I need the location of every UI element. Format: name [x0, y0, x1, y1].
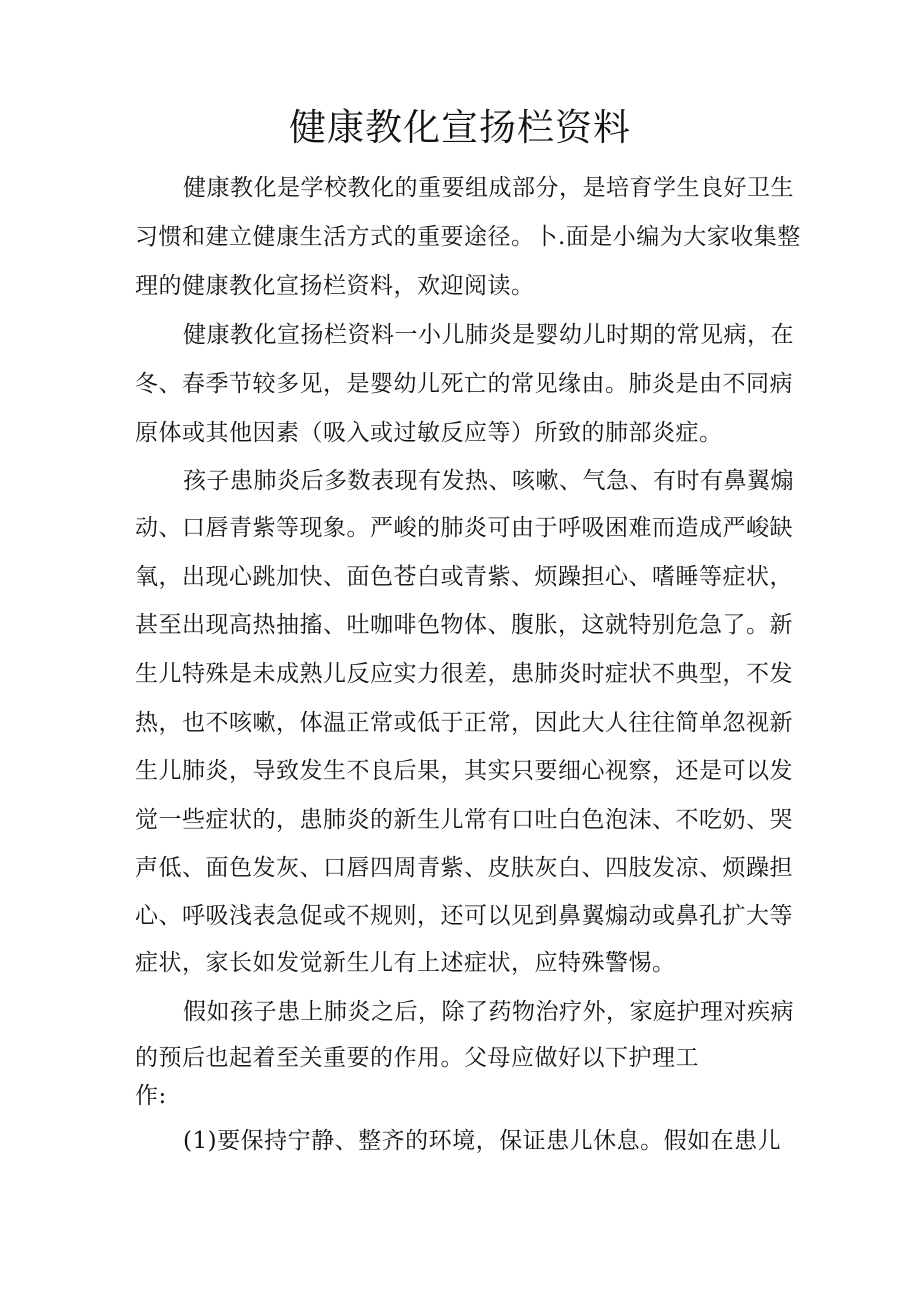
paragraph-line: 生儿肺炎，导致发生不良后果，其实只要细心视察，还是可以发	[135, 758, 793, 784]
paragraph-line: 理的健康教化宣扬栏资料，欢迎阅读。	[135, 273, 535, 299]
paragraph-line: 心、呼吸浅表急促或不规则，还可以见到鼻翼煽动或鼻孔扩大等	[135, 903, 793, 929]
paragraph-line: 热，也不咳嗽，体温正常或低于正常，因此大人往往简单忽视新	[135, 710, 793, 736]
paragraph-line: 氧，出现心跳加快、面色苍白或青紫、烦躁担心、嗜睡等症状，	[135, 564, 793, 590]
paragraph-line: 健康教化是学校教化的重要组成部分，是培育学生良好卫生	[183, 175, 794, 201]
paragraph-line: 原体或其他因素（吸入或过敏反应等）所致的肺部炎症。	[135, 420, 723, 446]
paragraph-line: 声低、面色发灰、口唇四周青紫、皮肤灰白、四肢发凉、烦躁担	[135, 855, 793, 881]
paragraph-line: 甚至出现高热抽搐、吐咖啡色物体、腹胀，这就特别危急了。新	[135, 612, 793, 638]
paragraph-line: 生儿特殊是未成熟儿反应实力很差，患肺炎时症状不典型，不发	[135, 661, 793, 687]
paragraph-line: 冬、春季节较多见，是婴幼儿死亡的常见缘由。肺炎是由不同病	[135, 371, 793, 397]
paragraph-line: 作:	[135, 1083, 167, 1109]
paragraph-line: 习惯和建立健康生活方式的重要途径。卜.面是小编为大家收集整	[135, 224, 801, 250]
paragraph-line: 假如孩子患上肺炎之后，除了药物治疗外，家庭护理对疾病	[183, 999, 794, 1025]
paragraph-line: 的预后也起着至关重要的作用。父母应做好以下护理工	[135, 1045, 699, 1071]
paragraph-line: 动、口唇青紫等现象。严峻的肺炎可由于呼吸困难而造成严峻缺	[135, 515, 793, 541]
paragraph-line: (1)要保持宁静、整齐的环境，保证患儿休息。假如在患儿	[183, 1128, 782, 1154]
document-title: 健康教化宣扬栏资料	[289, 106, 631, 149]
paragraph-line: 症状，家长如发觉新生儿有上述症状，应特殊警惕。	[135, 950, 676, 976]
paragraph-line: 觉一些症状的，患肺炎的新生儿常有口吐白色泡沫、不吃奶、哭	[135, 807, 793, 833]
paragraph-line: 孩子患肺炎后多数表现有发热、咳嗽、气急、有时有鼻翼煽	[183, 468, 794, 494]
paragraph-line: 健康教化宣扬栏资料一小儿肺炎是婴幼儿时期的常见病，在	[183, 322, 794, 348]
